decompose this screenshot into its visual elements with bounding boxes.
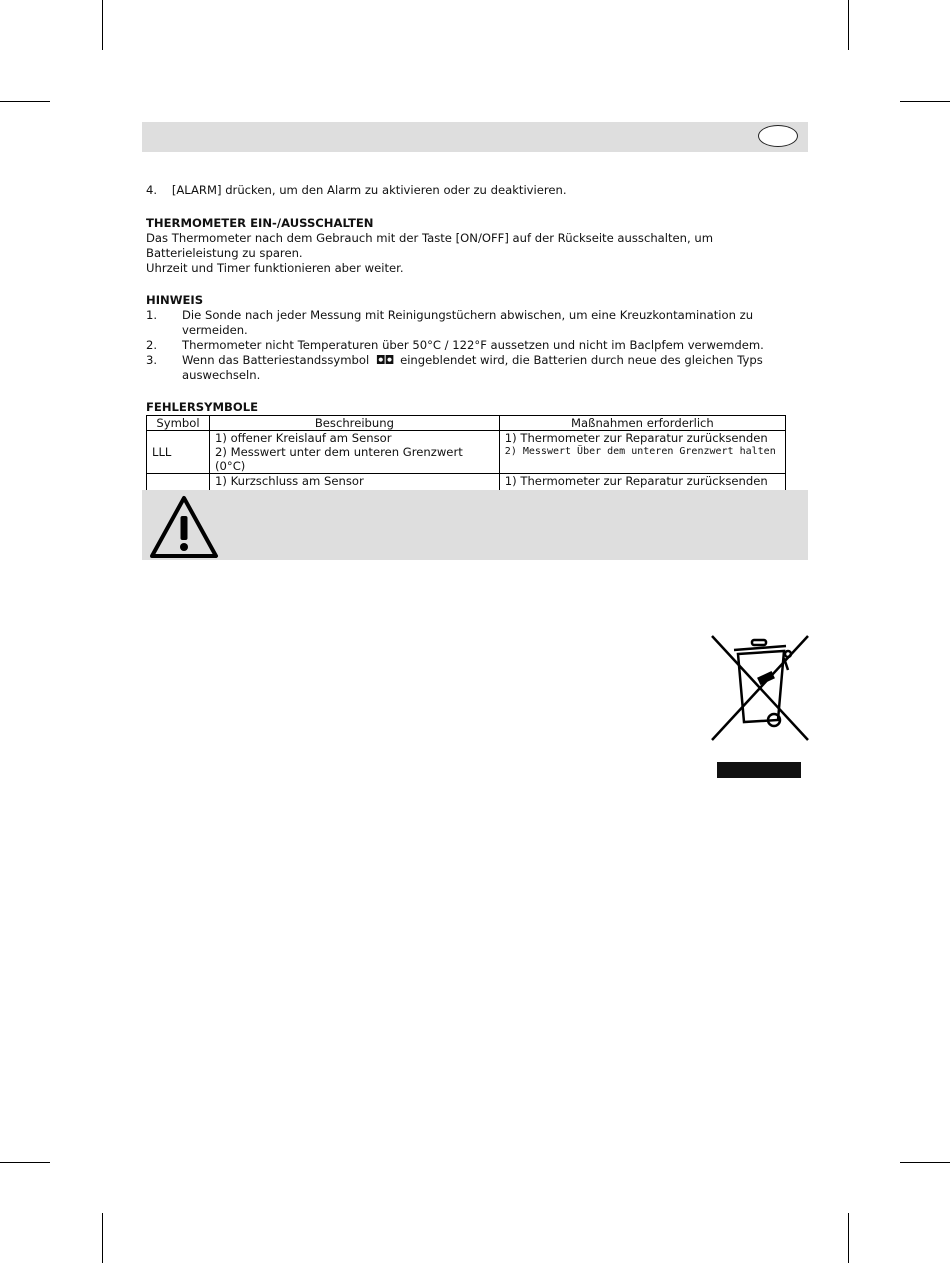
description-line: 1) Kurzschluss am Sensor <box>215 474 364 488</box>
note-item-text-before: Wenn das Batteriestandssymbol <box>182 353 370 367</box>
table-header-row <box>147 416 786 431</box>
crop-mark <box>848 0 849 50</box>
crop-mark <box>102 0 103 50</box>
error-action <box>499 431 785 474</box>
note-heading: HINWEIS <box>146 293 204 307</box>
crossed-out-wheelie-bin-icon <box>708 632 812 750</box>
battery-icon: ◘◘ <box>375 353 394 367</box>
step-number: 4. <box>146 183 158 197</box>
action-line: 1) Thermometer zur Reparatur zurücksenden <box>504 431 768 445</box>
description-line: 2) Messwert unter dem unteren Grenzwert (0°C) <box>215 445 463 473</box>
note-item <box>146 308 808 338</box>
error-description <box>210 431 500 474</box>
description-line: 1) offener Kreislauf am Sensor <box>215 431 392 445</box>
crop-mark <box>0 101 50 102</box>
warning-triangle-icon <box>148 494 220 558</box>
note-item <box>146 338 808 353</box>
note-item-text-after: eingeblendet wird, die Batterien durch neue des gleichen Typs auswechseln. <box>182 353 763 382</box>
power-heading: THERMOMETER EIN-/AUSSCHALTEN <box>146 216 374 230</box>
column-header: Beschreibung <box>210 416 500 431</box>
note-item-number: 2. <box>146 338 158 352</box>
weee-underline-bar <box>717 762 801 778</box>
crop-mark <box>900 1162 950 1163</box>
language-badge-oval <box>758 125 798 147</box>
step-text: [ALARM] drücken, um den Alarm zu aktivieren oder zu deaktivieren. <box>171 183 567 197</box>
power-line-1: Das Thermometer nach dem Gebrauch mit der Taste [ON/OFF] auf der Rückseite ausschalten, um Batterieleistung zu sparen. <box>146 231 714 260</box>
error-heading: FEHLERSYMBOLE <box>146 400 259 414</box>
note-item-text <box>182 353 808 383</box>
note-item-number: 3. <box>146 353 158 367</box>
table-row <box>147 431 786 474</box>
warning-box <box>142 490 808 560</box>
page-content <box>146 183 808 517</box>
note-item-number: 1. <box>146 308 158 322</box>
note-item <box>146 353 808 383</box>
crop-mark <box>0 1162 50 1163</box>
note-item-text: Die Sonde nach jeder Messung mit Reinigungstüchern abwischen, um eine Kreuzkontamination zu vermeiden. <box>182 308 754 337</box>
power-line-2: Uhrzeit und Timer funktionieren aber weiter. <box>146 261 404 275</box>
column-header: Symbol <box>147 416 210 431</box>
step-4 <box>146 183 808 198</box>
action-line: 2) Messwert Über dem unteren Grenzwert halten <box>504 446 776 457</box>
note-item-text: Thermometer nicht Temperaturen über 50°C / 122°F aussetzen und nicht im Baclpfem verwemdem. <box>182 338 764 352</box>
error-symbol: LLL <box>147 431 210 474</box>
crop-mark <box>102 1213 103 1263</box>
column-header: Maßnahmen erforderlich <box>499 416 785 431</box>
crop-mark <box>900 101 950 102</box>
header-bar <box>142 122 808 152</box>
action-line: 1) Thermometer zur Reparatur zurücksenden <box>504 474 768 488</box>
crop-mark <box>848 1213 849 1263</box>
